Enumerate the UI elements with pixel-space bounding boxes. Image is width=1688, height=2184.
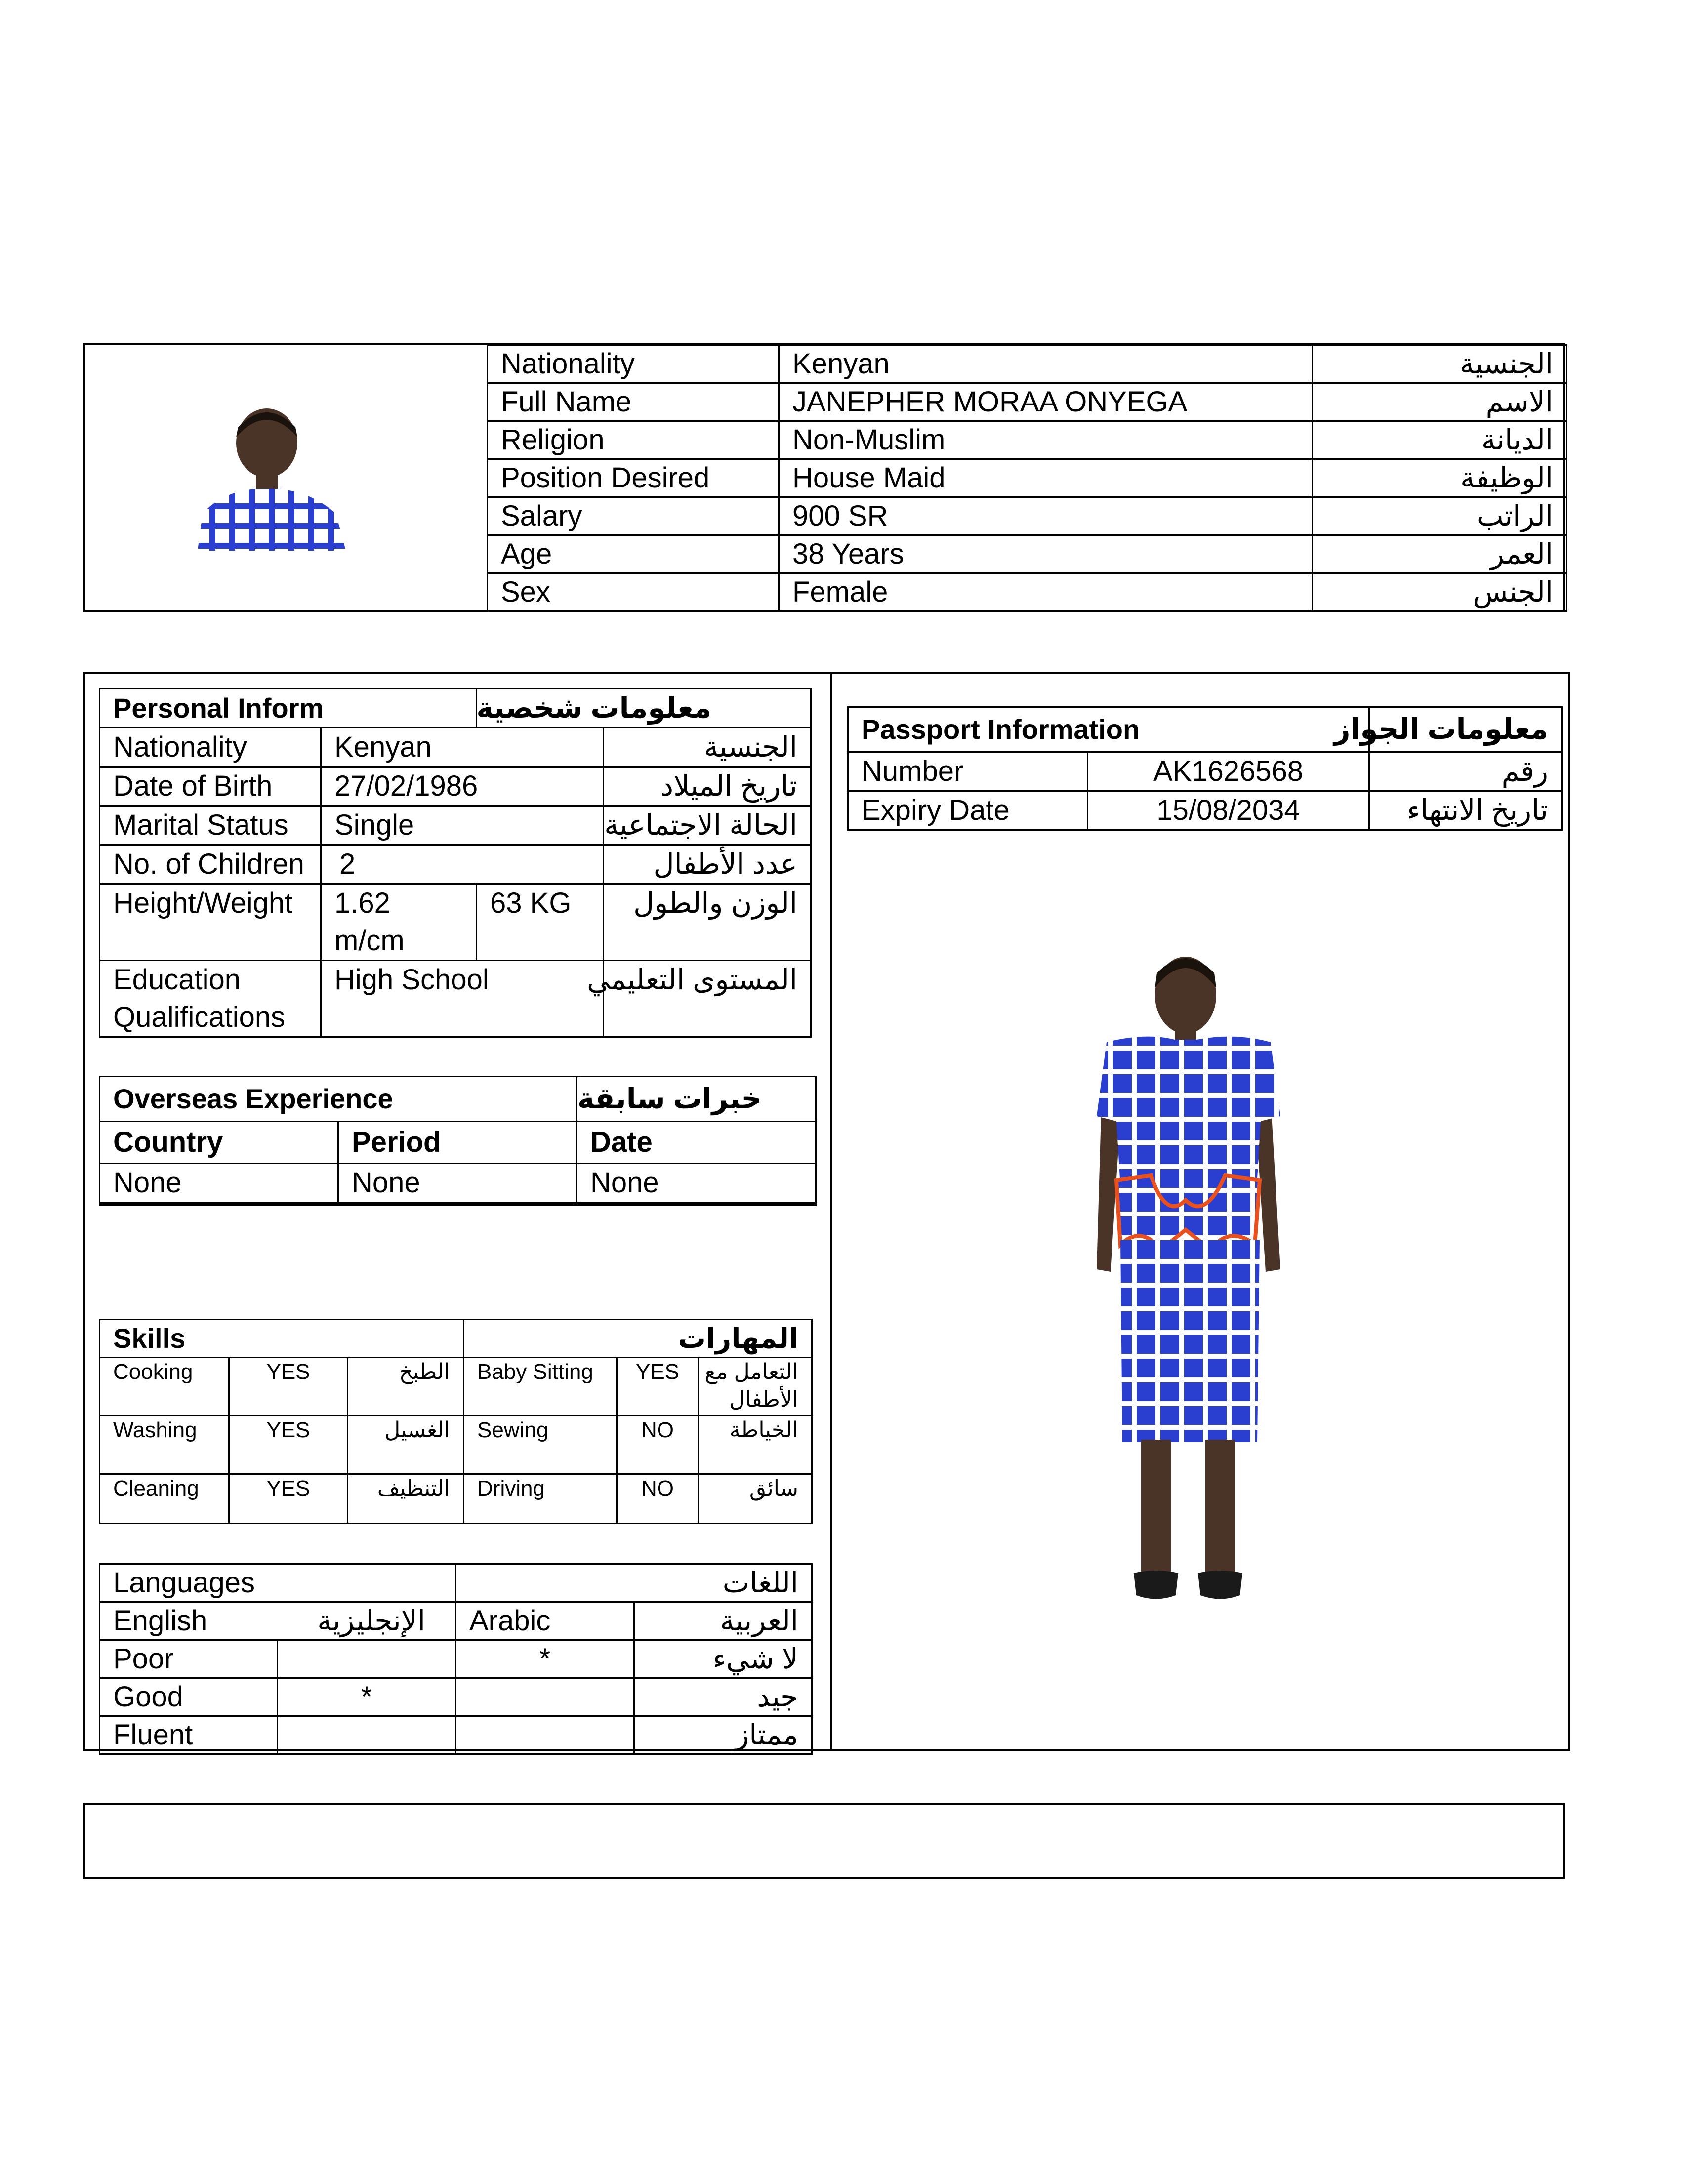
main-divider bbox=[830, 672, 832, 1751]
english-mark bbox=[278, 1716, 456, 1754]
children-label-ar: عدد الأطفال bbox=[604, 845, 811, 884]
overseas-cell bbox=[577, 1204, 816, 1206]
marital-value: Single bbox=[321, 806, 604, 845]
skills-title: Skills bbox=[100, 1320, 464, 1358]
header-row bbox=[488, 383, 1567, 421]
level-good: Good bbox=[100, 1678, 278, 1716]
passport-title-ar: معلومات الجواز bbox=[1369, 707, 1562, 752]
skill-label-ar: الخياطة bbox=[699, 1416, 812, 1474]
header-value: 38 Years bbox=[779, 535, 1313, 573]
passport-expiry-label: Expiry Date bbox=[848, 791, 1088, 830]
hw-label: Height/Weight bbox=[100, 884, 321, 961]
education-value: High School bbox=[321, 961, 604, 1037]
skills-table bbox=[99, 1319, 813, 1524]
skill-label-ar: التعامل مع الأطفال bbox=[699, 1358, 812, 1416]
dob-label: Date of Birth bbox=[100, 767, 321, 806]
education-label-ar: المستوى التعليمي bbox=[604, 961, 811, 1037]
header-row bbox=[488, 459, 1567, 497]
overseas-header-period: Period bbox=[338, 1122, 577, 1164]
notes-box bbox=[83, 1803, 1565, 1879]
arabic-mark bbox=[456, 1716, 634, 1754]
header-label-ar: الديانة bbox=[1313, 421, 1567, 459]
overseas-cell: None bbox=[577, 1164, 816, 1203]
languages-table bbox=[99, 1563, 813, 1755]
skill-driving: Driving bbox=[464, 1474, 617, 1524]
header-value: Female bbox=[779, 573, 1313, 611]
height-value: 1.62 m/cm bbox=[321, 884, 477, 961]
personal-title-ar: معلومات شخصية bbox=[477, 689, 811, 728]
header-row bbox=[488, 345, 1567, 383]
skill-value: YES bbox=[229, 1358, 348, 1416]
skill-washing: Washing bbox=[100, 1416, 229, 1474]
header-label: Position Desired bbox=[488, 459, 779, 497]
level-poor: Poor bbox=[100, 1640, 278, 1678]
full-body-photo bbox=[1087, 953, 1294, 1625]
skill-value: YES bbox=[617, 1358, 699, 1416]
children-label: No. of Children bbox=[100, 845, 321, 884]
passport-number-label-ar: رقم bbox=[1369, 752, 1562, 791]
arabic-mark: * bbox=[456, 1640, 634, 1678]
passport-table bbox=[847, 706, 1563, 831]
arabic-mark bbox=[456, 1678, 634, 1716]
personal-table bbox=[99, 688, 812, 1038]
header-value: Non-Muslim bbox=[779, 421, 1313, 459]
overseas-cell: None bbox=[100, 1164, 338, 1203]
dob-label-ar: تاريخ الميلاد bbox=[604, 767, 811, 806]
header-label-ar: الجنسية bbox=[1313, 345, 1567, 383]
nationality-value: Kenyan bbox=[321, 728, 604, 767]
skill-baby-sitting: Baby Sitting bbox=[464, 1358, 617, 1416]
overseas-cell bbox=[100, 1204, 338, 1206]
header-row bbox=[488, 535, 1567, 573]
arabic-label-ar: العربية bbox=[634, 1602, 812, 1640]
header-label: Sex bbox=[488, 573, 779, 611]
skill-sewing: Sewing bbox=[464, 1416, 617, 1474]
skill-label-ar: التنظيف bbox=[348, 1474, 464, 1524]
header-label-ar: الاسم bbox=[1313, 383, 1567, 421]
passport-number-label: Number bbox=[848, 752, 1088, 791]
overseas-header-date: Date bbox=[577, 1122, 816, 1164]
header-label-ar: الوظيفة bbox=[1313, 459, 1567, 497]
skill-value: NO bbox=[617, 1416, 699, 1474]
arabic-label: Arabic bbox=[456, 1602, 634, 1640]
header-table bbox=[487, 344, 1567, 612]
passport-number-value: AK1626568 bbox=[1088, 752, 1369, 791]
skill-label-ar: الطبخ bbox=[348, 1358, 464, 1416]
skill-cleaning: Cleaning bbox=[100, 1474, 229, 1524]
skill-cooking: Cooking bbox=[100, 1358, 229, 1416]
header-row bbox=[488, 497, 1567, 535]
english-mark bbox=[278, 1640, 456, 1678]
level-label-ar: ممتاز bbox=[634, 1716, 812, 1754]
overseas-cell bbox=[338, 1204, 577, 1206]
hw-label-ar: الوزن والطول bbox=[604, 884, 811, 961]
level-label-ar: لا شيء bbox=[634, 1640, 812, 1678]
skill-label-ar: سائق bbox=[699, 1474, 812, 1524]
children-value: 2 bbox=[321, 845, 604, 884]
skill-value: YES bbox=[229, 1474, 348, 1524]
header-row bbox=[488, 421, 1567, 459]
english-mark: * bbox=[278, 1678, 456, 1716]
passport-expiry-label-ar: تاريخ الانتهاء bbox=[1369, 791, 1562, 830]
header-label: Salary bbox=[488, 497, 779, 535]
marital-label-ar: الحالة الاجتماعية bbox=[604, 806, 811, 845]
nationality-label: Nationality bbox=[100, 728, 321, 767]
skills-title-ar: المهارات bbox=[464, 1320, 812, 1358]
passport-title: Passport Information bbox=[848, 707, 1369, 752]
passport-expiry-value: 15/08/2034 bbox=[1088, 791, 1369, 830]
header-label: Full Name bbox=[488, 383, 779, 421]
header-label-ar: الجنس bbox=[1313, 573, 1567, 611]
header-value: Kenyan bbox=[779, 345, 1313, 383]
header-label-ar: العمر bbox=[1313, 535, 1567, 573]
level-fluent: Fluent bbox=[100, 1716, 278, 1754]
header-value: House Maid bbox=[779, 459, 1313, 497]
header-value: JANEPHER MORAA ONYEGA bbox=[779, 383, 1313, 421]
weight-value: 63 KG bbox=[477, 884, 604, 961]
marital-label: Marital Status bbox=[100, 806, 321, 845]
personal-title: Personal Inform bbox=[100, 689, 477, 728]
header-label: Age bbox=[488, 535, 779, 573]
languages-title-ar: اللغات bbox=[456, 1564, 812, 1602]
dob-value: 27/02/1986 bbox=[321, 767, 604, 806]
headshot-photo bbox=[193, 407, 356, 551]
header-value: 900 SR bbox=[779, 497, 1313, 535]
nationality-label-ar: الجنسية bbox=[604, 728, 811, 767]
english-header bbox=[100, 1602, 456, 1640]
overseas-cell: None bbox=[338, 1164, 577, 1203]
overseas-header-country: Country bbox=[100, 1122, 338, 1164]
english-label: English bbox=[113, 1605, 207, 1637]
english-label-ar: الإنجليزية bbox=[317, 1605, 425, 1637]
overseas-title: Overseas Experience bbox=[100, 1077, 577, 1122]
level-label-ar: جيد bbox=[634, 1678, 812, 1716]
header-label: Nationality bbox=[488, 345, 779, 383]
overseas-title-ar: خبرات سابقة bbox=[577, 1077, 816, 1122]
header-label-ar: الراتب bbox=[1313, 497, 1567, 535]
header-label: Religion bbox=[488, 421, 779, 459]
skill-value: YES bbox=[229, 1416, 348, 1474]
header-row bbox=[488, 573, 1567, 611]
languages-title: Languages bbox=[100, 1564, 456, 1602]
skill-label-ar: الغسيل bbox=[348, 1416, 464, 1474]
skill-value: NO bbox=[617, 1474, 699, 1524]
overseas-table bbox=[99, 1076, 817, 1206]
education-label: Education Qualifications bbox=[100, 961, 321, 1037]
